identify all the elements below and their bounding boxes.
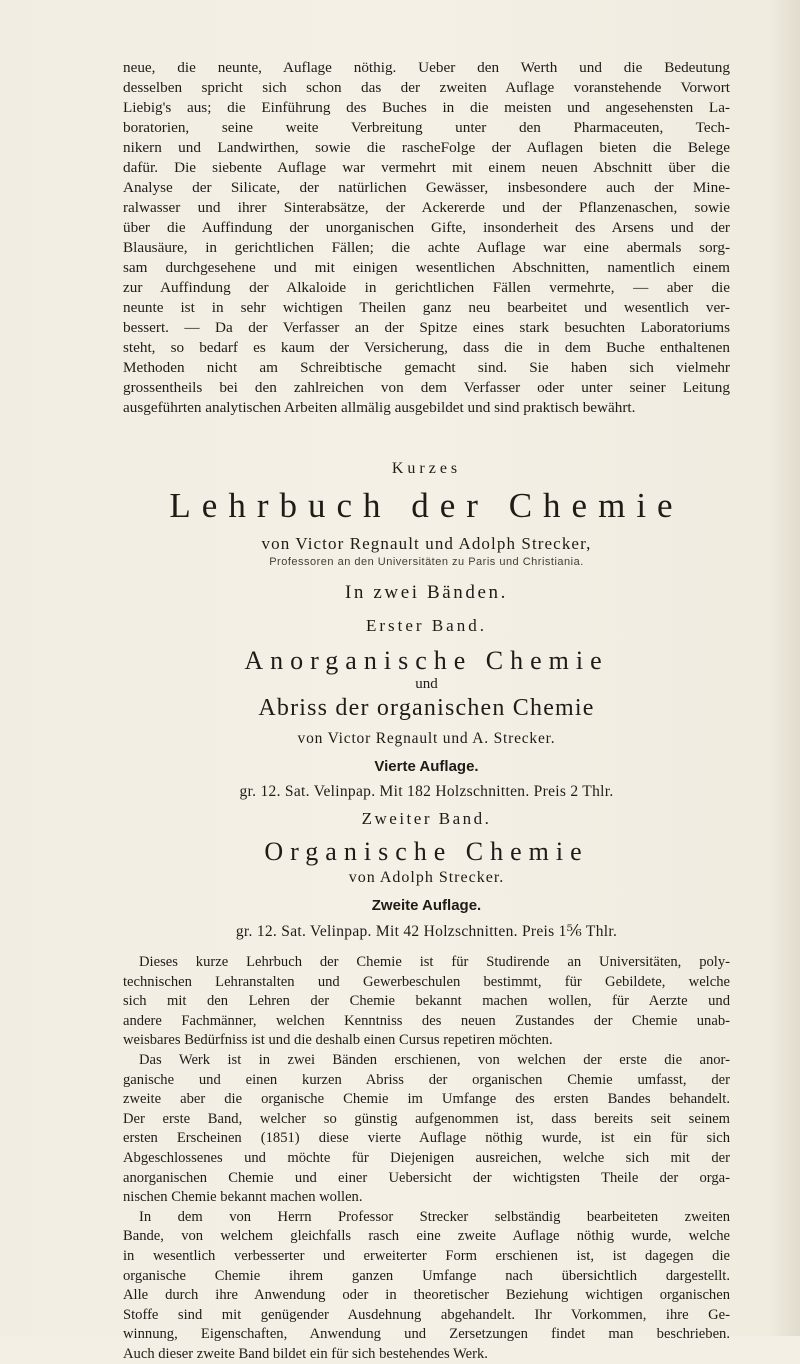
intro-line: Blausäure, in gerichtlichen Fällen; die achte Auflage war eine abermals sorg-: [123, 239, 730, 256]
ad-kurzes: Kurzes: [391, 460, 462, 477]
description-line: Abgeschlossenes und möchte für Diejenigen ausreichen, welche sich mit der: [123, 1149, 730, 1166]
intro-line: grossentheils bei den zahlreichen von dem Verfasser oder unter seiner Leitung: [123, 379, 730, 396]
intro-line: zur Auffindung der Alkaloide in gerichtlichen Fällen vermehrte, — aber die: [123, 279, 730, 296]
intro-paragraph: [123, 58, 730, 418]
vol1-und: und: [415, 676, 438, 692]
description-line: nischen Chemie bekannt machen wollen.: [123, 1189, 363, 1206]
vol1-subject: Anorganische Chemie: [244, 646, 609, 675]
description-line: Bande, von welchem gleichfalls rasch eine zweite Auflage nöthig wurde, welche: [123, 1228, 730, 1245]
intro-line: steht, so bedarf es kaum der Versicherung, dass die in dem Buche enthaltenen: [123, 339, 730, 356]
description-line: sich mit den Lehren der Chemie bekannt machen wollen, für Aerzte und: [123, 993, 730, 1010]
description-line: technischen Lehranstalten und Gewerbeschulen bestimmt, für Gebildete, welche: [123, 973, 730, 990]
description-line: anorganischen Chemie und einer Uebersicht der wichtigsten Theile der orga-: [123, 1169, 730, 1186]
vol1-edition: Vierte Auflage.: [374, 758, 479, 775]
description-paragraphs: [123, 953, 730, 1364]
ad-title: Lehrbuch der Chemie: [169, 486, 684, 525]
description-line: in wesentlich verbesserter und erweiterter Form erschienen ist, ist dagegen die: [123, 1247, 730, 1264]
vol2-price: gr. 12. Sat. Velinpap. Mit 42 Holzschnitten. Preis 1⅚ Thlr.: [235, 923, 618, 940]
vol2-label: Zweiter Band.: [361, 809, 492, 828]
page-edge-shadow: [770, 0, 800, 1336]
intro-line: neue, die neunte, Auflage nöthig. Ueber den Werth und die Bedeutung: [123, 59, 730, 76]
description-line: weisbares Bedürfniss ist und die deshalb einen Cursus repetiren möchten.: [123, 1032, 553, 1049]
description-line: zweite aber die organische Chemie im Umfange des ersten Bandes behandelt.: [123, 1091, 730, 1108]
intro-line: sam durchgesehene und mit einigen wesentlichen Abschnitten, namentlich einem: [123, 259, 730, 276]
vol1-label: Erster Band.: [366, 616, 487, 635]
vol1-authors: von Victor Regnault und A. Strecker.: [297, 730, 556, 747]
description-line: Der erste Band, welcher so günstig aufgenommen ist, dass bereits seit seinem: [123, 1110, 730, 1127]
description-line: ganische und einen kurzen Abriss der organischen Chemie umfasst, der: [123, 1071, 730, 1088]
intro-line: ralwasser und ihrer Sinterabsätze, der Ackererde und der Pflanzenaschen, sowie: [123, 199, 730, 216]
ad-authors: von Victor Regnault und Adolph Strecker,: [261, 534, 592, 553]
intro-line: bessert. — Da der Verfasser an der Spitze eines stark besuchten Laboratoriums: [123, 319, 730, 336]
vol2-edition: Zweite Auflage.: [371, 897, 482, 914]
page-content: [123, 58, 730, 1364]
intro-line: dafür. Die siebente Auflage war vermehrt mit einem neuen Abschnitt über die: [123, 159, 730, 176]
intro-line: boratorien, seine weite Verbreitung unter den Pharmaceuten, Tech-: [123, 119, 730, 136]
intro-line: nikern und Landwirthen, sowie die rascheFolge der Auflagen bieten die Belege: [123, 139, 730, 156]
description-line: Das Werk ist in zwei Bänden erschienen, von welchen der erste die anor-: [139, 1051, 730, 1068]
intro-line: Analyse der Silicate, der natürlichen Gewässer, insbesondere auch der Mine-: [123, 179, 730, 196]
intro-line: Liebig's aus; die Einführung des Buches in die meisten und angesehensten La-: [123, 99, 730, 116]
intro-line: neunte ist in sehr wichtigen Theilen ganz neu bearbeitet und wesentlich ver-: [123, 299, 730, 316]
description-line: andere Fachmänner, welchen Kenntniss des neuen Zustandes der Chemie unab-: [123, 1012, 730, 1029]
vol1-price: gr. 12. Sat. Velinpap. Mit 182 Holzschnitten. Preis 2 Thlr.: [239, 783, 614, 800]
vol1-abriss: Abriss der organischen Chemie: [258, 695, 595, 721]
intro-line: desselben spricht sich schon das der zweiten Auflage voranstehende Vorwort: [123, 79, 730, 96]
intro-line: über die Auffindung der unorganischen Gifte, insonderheit des Arsens und der: [123, 219, 730, 236]
intro-line: ausgeführten analytischen Arbeiten allmälig ausgebildet und sind praktisch bewährt.: [123, 399, 636, 416]
vol2-subject: Organische Chemie: [264, 837, 589, 866]
description-line: Dieses kurze Lehrbuch der Chemie ist für Studirende an Universitäten, poly-: [139, 954, 730, 970]
description-line: In dem von Herrn Professor Strecker selbständig bearbeiteten zweiten: [139, 1208, 730, 1225]
vol2-author: von Adolph Strecker.: [348, 869, 505, 886]
description-line: organische Chemie ihrem ganzen Umfange nach übersichtlich dargestellt.: [123, 1267, 730, 1284]
description-line: winnung, Eigenschaften, Anwendung und Zersetzungen findet man beschrieben.: [123, 1326, 730, 1343]
description-line: Alle durch ihre Anwendung oder in theoretischer Beziehung wichtigen organischen: [123, 1287, 730, 1304]
ad-professors: Professoren an den Universitäten zu Paris und Christiania.: [269, 556, 584, 568]
intro-line: Methoden nicht am Schreibtische gemacht sind. Sie haben sich vielmehr: [123, 359, 730, 376]
description-line: Auch dieser zweite Band bildet ein für sich bestehendes Werk.: [123, 1345, 488, 1362]
ad-volumes: In zwei Bänden.: [345, 582, 508, 603]
description-line: Stoffe sind mit genügender Ausdehnung abgehandelt. Ihr Vorkommen, ihre Ge-: [123, 1306, 730, 1323]
description-line: ersten Erscheinen (1851) diese vierte Auflage nöthig wurde, ist ein für sich: [123, 1130, 730, 1147]
